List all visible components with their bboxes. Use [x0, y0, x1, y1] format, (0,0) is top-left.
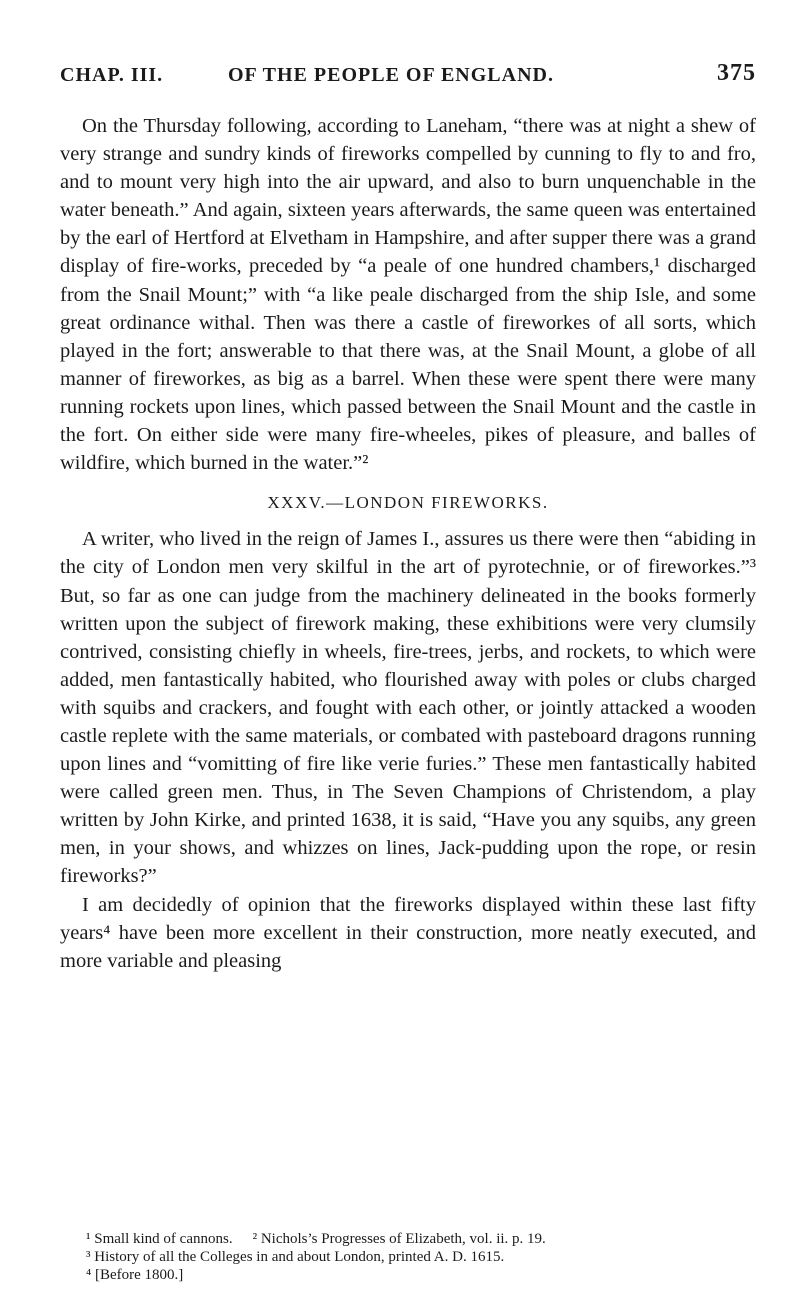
body-text [60, 112, 756, 975]
section-heading: XXXV.—LONDON FIREWORKS. [267, 493, 549, 513]
footnote-1: ¹ Small kind of cannons. [86, 1231, 233, 1247]
footnote-4-row [60, 1266, 756, 1284]
footnotes [60, 1230, 756, 1284]
footnote-4: ⁴ [Before 1800.] [86, 1267, 184, 1283]
footnote-3: ³ History of all the Colleges in and about London, printed A. D. 1615. [86, 1249, 505, 1265]
chapter-label: CHAP. III. [60, 64, 164, 86]
paragraph: I am decidedly of opinion that the fireworks displayed within these last fifty years⁴ have been more excellent in their construction, more neatly executed, and more variable and pleasing [60, 893, 756, 972]
footnote-3-row [60, 1248, 756, 1266]
footnote-2: ² Nichols’s Progresses of Elizabeth, vol. ii. p. 19. [252, 1231, 546, 1247]
footnote-row [60, 1230, 756, 1248]
running-head [60, 60, 756, 94]
paragraph: A writer, who lived in the reign of James I., assures us there were then “abiding in the city of London men very skilful in the art of pyrotechnie, or of fireworkes.”³ But, so far as one can judge from the machinery delineated in the books formerly written upon the subject of firework making, these exhibitions were very clumsily contrived, consisting chiefly in wheels, fire-trees, jerbs, and rockets, to which were added, men fantastically habited, who flourished away with poles or clubs charged with squibs and crackers, and fought with each other, or jointly attacked a wooden castle replete with the same materials, or combated with pasteboard dragons running upon lines and “vomitting of fire like verie furies.” These men fantastically habited were called green men. Thus, in The Seven Champions of Christendom, a play written by John Kirke, and printed 1638, it is said, “Have you any squibs, any green men, in your shows, and whizzes on lines, Jack-pudding upon the rope, or resin fireworks?” [60, 528, 756, 888]
paragraph: On the Thursday following, according to Laneham, “there was at night a shew of very strange and sundry kinds of fireworks compelled by cunning to fly to and fro, and to mount very high into the air upward, and also to burn unquenchable in the water beneath.” And again, sixteen years afterwards, the same queen was entertained by the earl of Hertford at Elvetham in Hampshire, and after supper there was a grand display of fire-works, preceded by “a peale of one hundred chambers,¹ discharged from the Snail Mount;” with “a like peale discharged from the ship Isle, and some great ordinance withal. Then was there a castle of fireworkes of all sorts, which played in the fort; answerable to that there was, at the Snail Mount, a globe of all manner of fireworkes, as big as a barrel. When these were spent there were many running rockets upon lines, which passed between the Snail Mount and the castle in the fort. On either side were many fire-wheeles, pikes of pleasure, and balles of wildfire, which burned in the water.”² [60, 115, 756, 475]
running-title: OF THE PEOPLE OF ENGLAND. [228, 64, 554, 86]
page-number: 375 [717, 60, 756, 86]
